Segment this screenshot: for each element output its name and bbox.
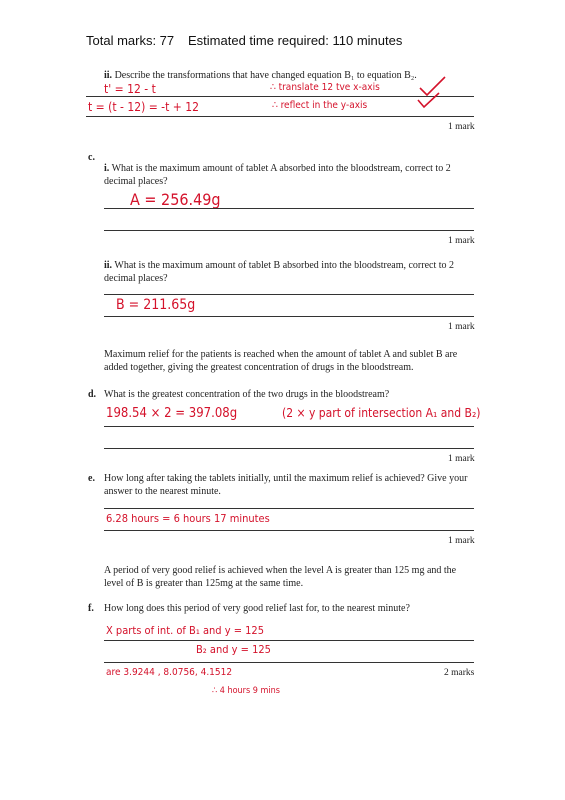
question-text: What is the maximum amount of tablet A absorbed into the bloodstream, correct to 2 decimal places? — [104, 163, 451, 187]
answer-b-ii-note1: ∴ translate 12 tve x-axis — [270, 82, 380, 93]
answer-f-line2: B₂ and y = 125 — [196, 643, 271, 656]
question-label: i. — [104, 163, 110, 174]
part-c-label: c. — [88, 152, 95, 163]
question-e: How long after taking the tablets initially, until the maximum relief is achieved? Give your answer to the nearest minute. — [104, 473, 468, 497]
answer-line — [104, 316, 474, 317]
answer-c-ii: B = 211.65g — [116, 297, 196, 313]
answer-b-ii-note2: ∴ reflect in the y-axis — [272, 100, 368, 111]
answer-line — [104, 208, 474, 209]
question-d: What is the greatest concentration of the two drugs in the bloodstream? — [104, 389, 390, 400]
answer-c-i: A = 256.49g — [130, 190, 221, 209]
question-label: ii. — [104, 260, 113, 271]
question-c-i — [104, 163, 464, 188]
answer-line — [104, 662, 474, 663]
answer-line — [104, 294, 474, 295]
good-relief-intro: A period of very good relief is achieved when the level A is greater than 125 mg and the level of B is greater than 125mg at the same time. — [104, 565, 457, 589]
answer-d-note: (2 × y part of intersection A₁ and B₂) — [282, 406, 481, 420]
check-mark-icon — [416, 92, 442, 110]
answer-f-line1: X parts of int. of B₁ and y = 125 — [106, 624, 265, 637]
answer-b-ii-line1: t' = 12 - t — [104, 82, 156, 96]
answer-d: 198.54 × 2 = 397.08g — [106, 406, 238, 421]
relief-intro: Maximum relief for the patients is reached when the amount of tablet A and sublet B are added together, giving the greatest concentration of drugs in the bloodstream. — [104, 349, 458, 373]
question-label: ii. — [104, 70, 113, 81]
question-c-ii — [104, 260, 464, 285]
marks-f: 2 marks — [444, 668, 475, 678]
part-d-label: d. — [88, 389, 97, 400]
marks-d: 1 mark — [448, 454, 475, 464]
marks-c-i: 1 mark — [448, 236, 475, 246]
estimated-time: Estimated time required: 110 minutes — [188, 33, 403, 48]
question-text: Describe the transformations that have changed equation B₁ to equation B₂. — [114, 70, 417, 81]
question-f: How long does this period of very good relief last for, to the nearest minute? — [104, 603, 410, 614]
total-marks: Total marks: 77 — [86, 33, 175, 48]
answer-line — [104, 448, 474, 449]
answer-line — [86, 116, 474, 117]
question-b-ii — [104, 70, 417, 83]
answer-f-line3: are 3.9244 , 8.0756, 4.1512 — [106, 667, 233, 678]
answer-line — [104, 230, 474, 231]
answer-e: 6.28 hours = 6 hours 17 minutes — [106, 512, 270, 525]
answer-line — [104, 508, 474, 509]
marks-c-ii: 1 mark — [448, 322, 475, 332]
part-e-label: e. — [88, 473, 95, 484]
answer-line — [104, 640, 474, 641]
marks-b-ii: 1 mark — [448, 122, 475, 132]
part-f-label: f. — [88, 603, 94, 614]
answer-f-line4: ∴ 4 hours 9 mins — [212, 686, 280, 696]
answer-b-ii-line2: t = (t - 12) = -t + 12 — [88, 100, 199, 114]
marks-e: 1 mark — [448, 536, 475, 546]
question-text: What is the maximum amount of tablet B absorbed into the bloodstream, correct to 2 decimal places? — [104, 260, 455, 284]
answer-line — [104, 426, 474, 427]
answer-line — [104, 530, 474, 531]
